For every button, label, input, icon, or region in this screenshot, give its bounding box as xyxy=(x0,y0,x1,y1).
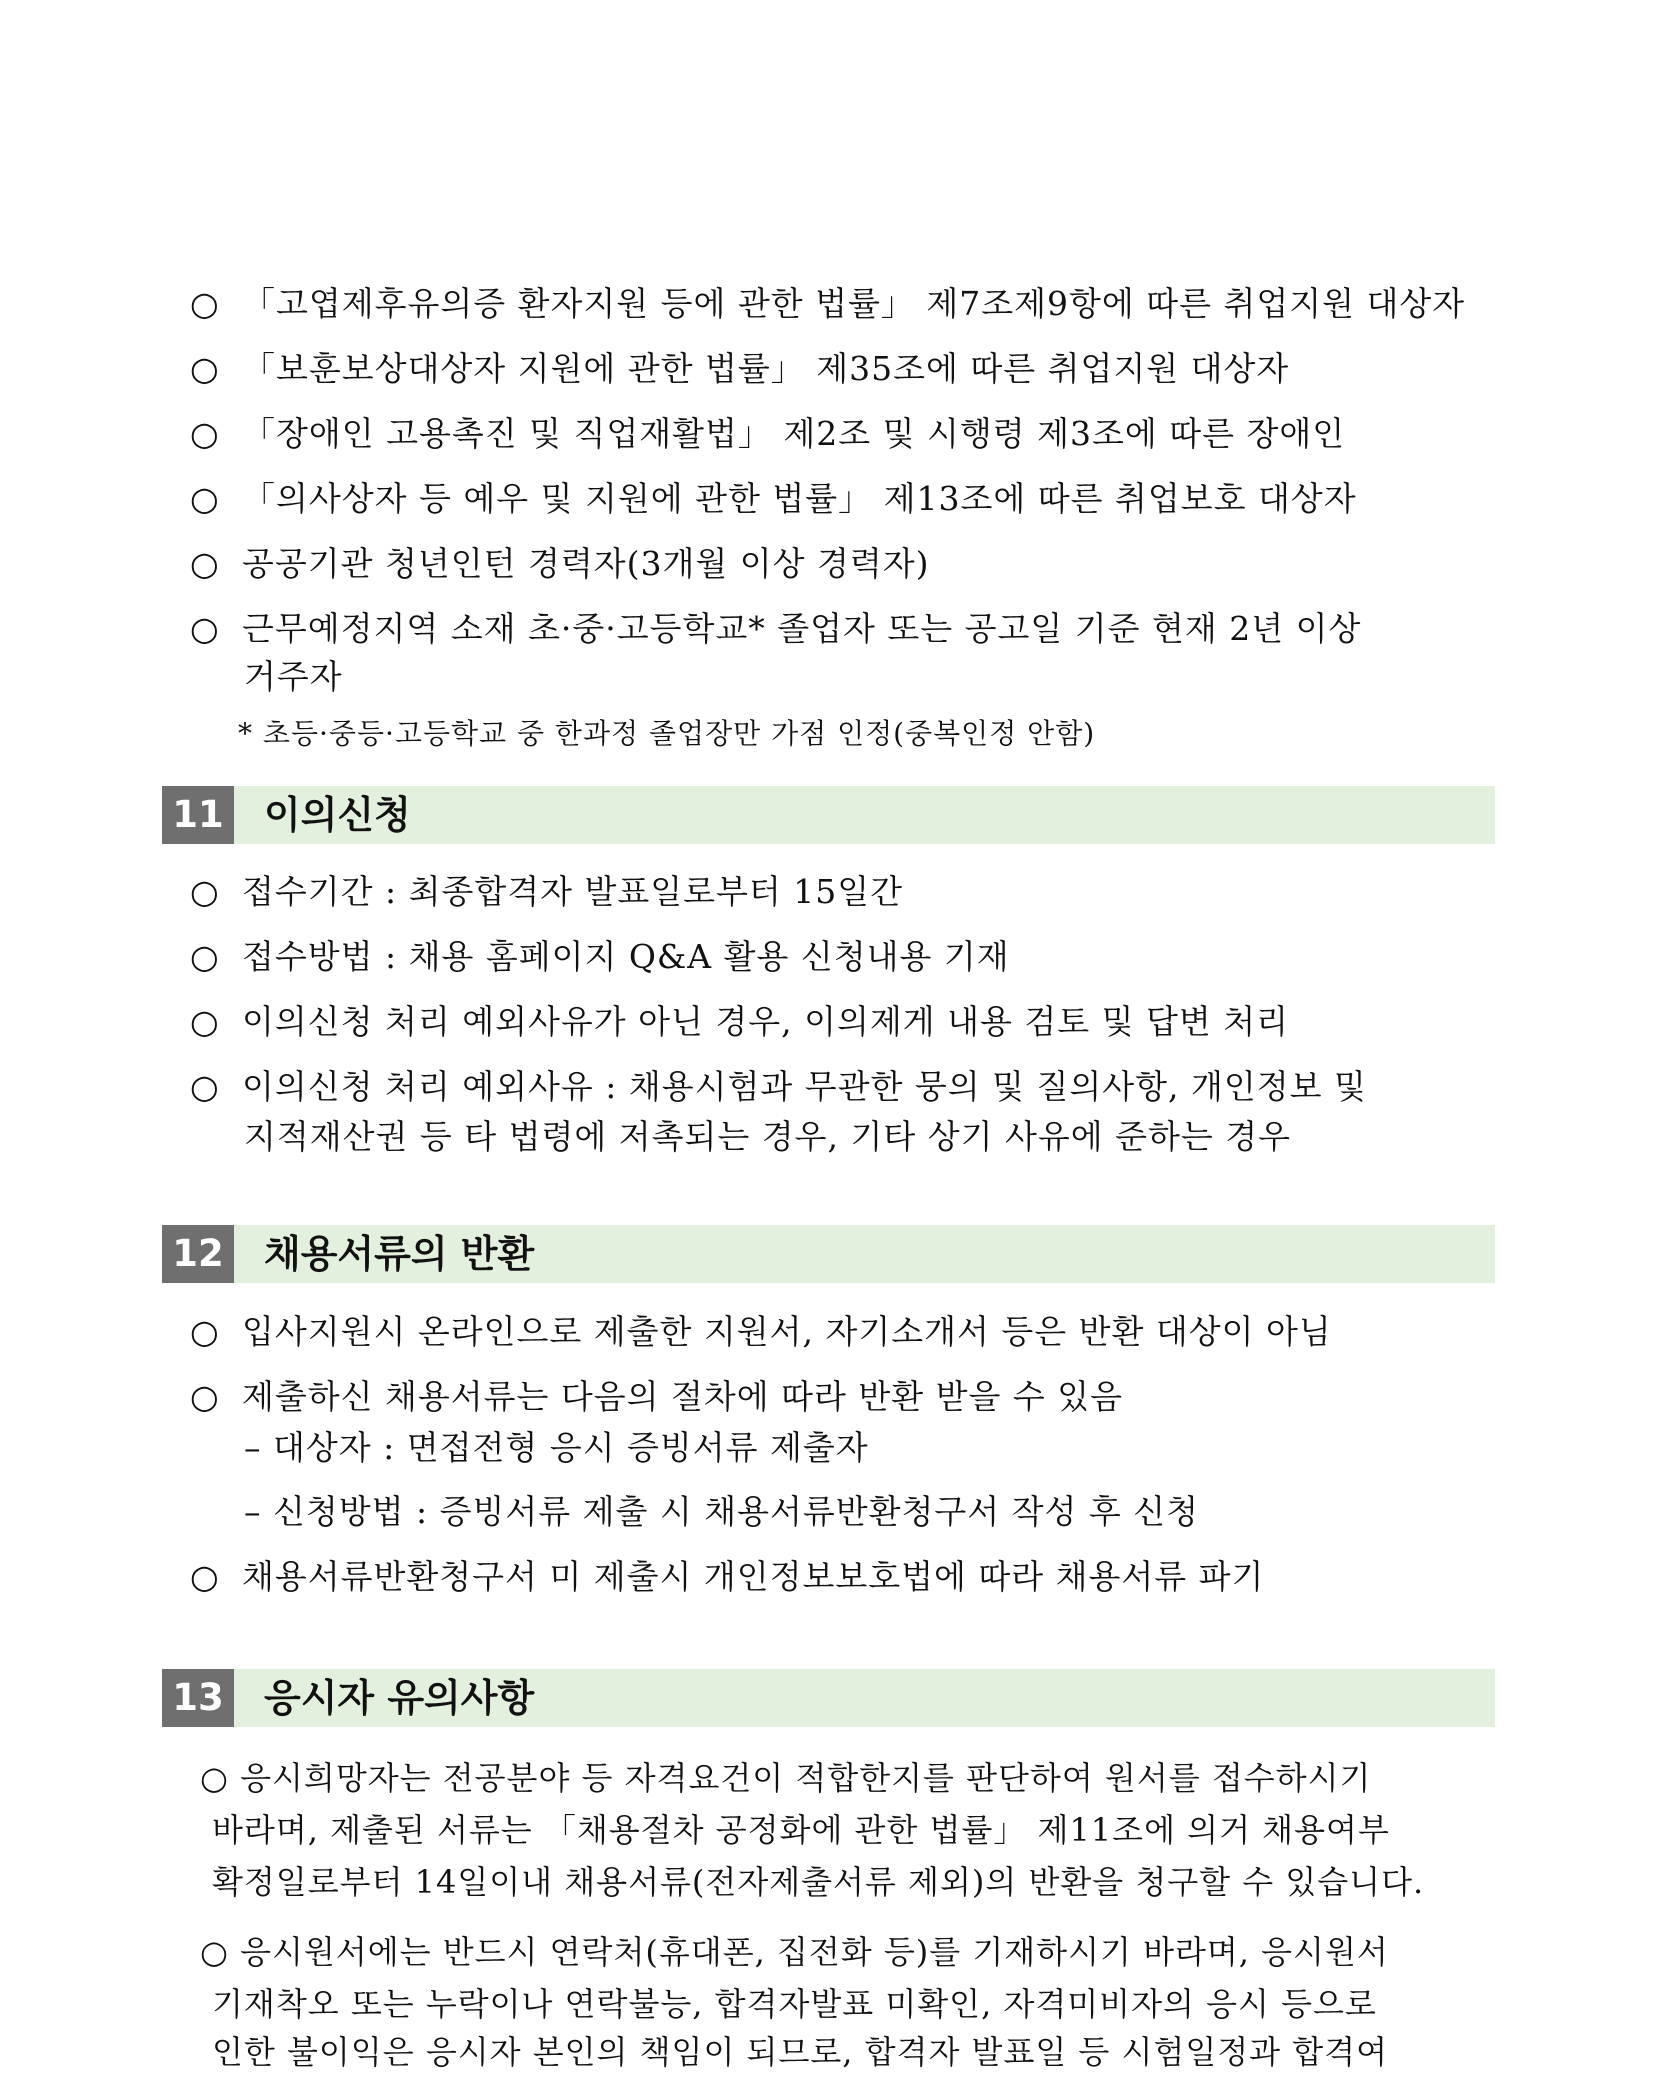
section-number: 11 xyxy=(162,786,234,844)
list-item: ○ 「의사상자 등 예우 및 지원에 관한 법률」 제13조에 따른 취업보호 대상자 xyxy=(190,479,1357,518)
list-item: ○ 이의신청 처리 예외사유가 아닌 경우, 이의제게 내용 검토 및 답변 처리 xyxy=(190,1002,1289,1041)
sub-item: – 대상자 : 면접전형 응시 증빙서류 제출자 xyxy=(244,1428,869,1467)
paragraph-line: 인한 불이익은 응시자 본인의 책임이 되므로, 합격자 발표일 등 시험일정과 합격여 xyxy=(212,2033,1388,2071)
list-item-continuation: 지적재산권 등 타 법령에 저촉되는 경우, 기타 상기 사유에 준하는 경우 xyxy=(244,1117,1291,1156)
section-header-12 xyxy=(162,1225,1495,1283)
footnote: * 초등·중등·고등학교 중 한과정 졸업장만 가점 인정(중복인정 안함) xyxy=(238,717,1096,750)
list-item: ○ 제출하신 채용서류는 다음의 절차에 따라 반환 받을 수 있음 xyxy=(190,1377,1123,1416)
section-header-11 xyxy=(162,786,1495,844)
paragraph-line: 확정일로부터 14일이내 채용서류(전자제출서류 제외)의 반환을 청구할 수 있습니다. xyxy=(212,1863,1425,1901)
sub-item: – 신청방법 : 증빙서류 제출 시 채용서류반환청구서 작성 후 신청 xyxy=(244,1492,1199,1531)
section-title: 채용서류의 반환 xyxy=(264,1232,535,1276)
list-item: ○ 접수방법 : 채용 홈페이지 Q&A 활용 신청내용 기재 xyxy=(190,937,1010,976)
paragraph-line: ○ 응시원서에는 반드시 연락처(휴대폰, 집전화 등)를 기재하시기 바라며, 응시원서 xyxy=(200,1933,1389,1971)
list-item-continuation: 거주자 xyxy=(244,657,343,696)
section-header-13 xyxy=(162,1669,1495,1727)
paragraph-line: 바라며, 제출된 서류는 「채용절차 공정화에 관한 법률」 제11조에 의거 채용여부 xyxy=(212,1811,1390,1849)
paragraph-line: ○ 응시희망자는 전공분야 등 자격요건이 적합한지를 판단하여 원서를 접수하시기 xyxy=(200,1759,1372,1797)
list-item: ○ 「보훈보상대상자 지원에 관한 법률」 제35조에 따른 취업지원 대상자 xyxy=(190,349,1290,388)
list-item: ○ 이의신청 처리 예외사유 : 채용시험과 무관한 뭉의 및 질의사항, 개인정보 및 xyxy=(190,1067,1367,1106)
list-item: ○ 채용서류반환청구서 미 제출시 개인정보보호법에 따라 채용서류 파기 xyxy=(190,1557,1265,1596)
paragraph-line: 기재착오 또는 누락이나 연락불능, 합격자발표 미확인, 자격미비자의 응시 등으로 xyxy=(212,1985,1377,2023)
list-item: ○ 접수기간 : 최종합격자 발표일로부터 15일간 xyxy=(190,872,903,911)
list-item: ○ 「장애인 고용촉진 및 직업재활법」 제2조 및 시행령 제3조에 따른 장애인 xyxy=(190,414,1346,453)
list-item: ○ 근무예정지역 소재 초·중·고등학교* 졸업자 또는 공고일 기준 현재 2년 이상 xyxy=(190,609,1362,648)
section-number: 12 xyxy=(162,1225,234,1283)
list-item: ○ 「고엽제후유의증 환자지원 등에 관한 법률」 제7조제9항에 따른 취업지원 대상자 xyxy=(190,284,1466,323)
section-title: 이의신청 xyxy=(264,793,411,837)
list-item: ○ 공공기관 청년인턴 경력자(3개월 이상 경력자) xyxy=(190,544,930,583)
section-number: 13 xyxy=(162,1669,234,1727)
list-item: ○ 입사지원시 온라인으로 제출한 지원서, 자기소개서 등은 반환 대상이 아님 xyxy=(190,1312,1332,1351)
section-title: 응시자 유의사항 xyxy=(264,1676,535,1720)
